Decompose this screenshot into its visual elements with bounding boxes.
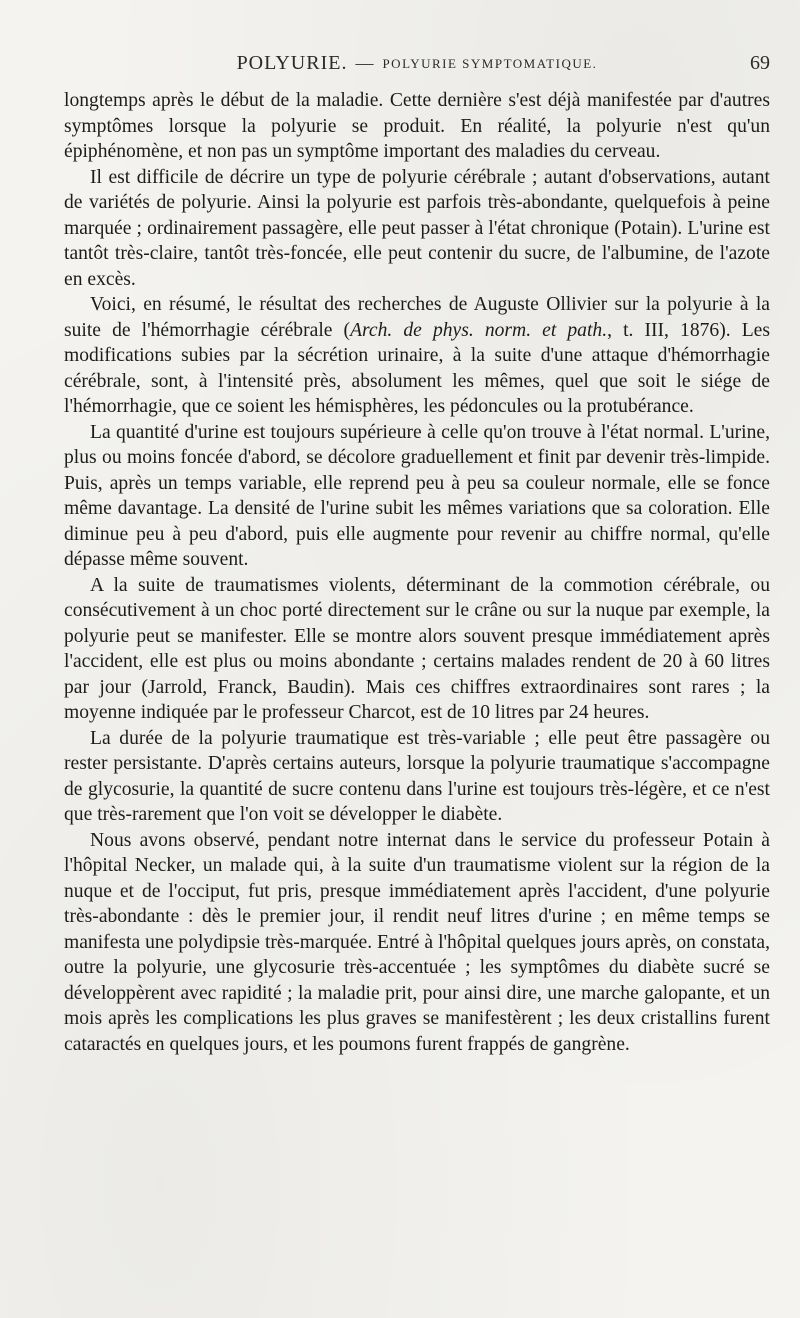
body-text [64,88,770,1057]
paragraph-1: longtemps après le début de la maladie. Cette dernière s'est déjà manifestée par d'autres symptômes lorsque la polyurie se produit. En réalité, la polyurie n'est qu'un épiphénomène, et non pas un symptôme important des maladies du cerveau. [64,90,770,162]
page-number: 69 [750,52,770,74]
title-separator: — [355,53,375,73]
section-title: POLYURIE SYMPTOMATIQUE. [382,56,598,71]
chapter-title: POLYURIE. [236,52,348,74]
paragraph-2: Il est difficile de décrire un type de polyurie cérébrale ; autant d'observations, autant de variétés de polyurie. Ainsi la polyurie est parfois très-abondante, quelquefois à peine marquée ; ordinairement passagère, elle peut passer à l'état chronique (Potain). L'urine est tantôt très-claire, tantôt très-foncée, elle peut contenir du sucre, de l'albumine, de l'azote en excès. [64,166,770,290]
paragraph-3-end: , t. III, 1876). Les modifications subies par la sécrétion urinaire, à la suite d'une attaque d'hémorrhagie cérébrale, sont, à l'intensité près, absolument les mêmes, quel que soit le siége de l'hémorrhagie, que ce soient les hémisphères, les pédoncules ou la protubérance. [64,319,770,417]
journal-citation: Arch. de phys. norm. et path. [350,319,608,341]
paragraph-5: A la suite de traumatismes violents, déterminant de la commotion cérébrale, ou consécutivement à un choc porté directement sur le crâne ou sur la nuque par exemple, la polyurie peut se manifester. Elle se montre alors souvent presque immédiatement après l'accident, elle est plus ou moins abondante ; certains malades rendent de 20 à 60 litres par jour (Jarrold, Franck, Baudin). Mais ces chiffres extraordinaires sont rares ; la moyenne indiquée par le professeur Charcot, est de 10 litres par 24 heures. [64,574,770,723]
paragraph-6: La durée de la polyurie traumatique est très-variable ; elle peut être passagère ou rester persistante. D'après certains auteurs, lorsque la polyurie traumatique s'accompagne de glycosurie, la quantité de sucre contenu dans l'urine est toujours très-légère, et ce n'est que très-rarement que l'on voit se développer le diabète. [64,727,770,825]
paragraph-4: La quantité d'urine est toujours supérieure à celle qu'on trouve à l'état normal. L'urine, plus ou moins foncée d'abord, se décolore graduellement et finit par devenir très-limpide. Puis, après un temps variable, elle reprend peu à peu sa couleur normale, elle se fonce même davantage. La densité de l'urine subit les mêmes variations que sa coloration. Elle diminue peu à peu d'abord, puis elle augmente pour revenir au chiffre normal, qu'elle dépasse même souvent. [64,421,770,570]
running-title [64,52,770,75]
running-header [64,52,770,88]
paragraph-3 [64,292,770,420]
paragraph-7: Nous avons observé, pendant notre internat dans le service du professeur Potain à l'hôpital Necker, un malade qui, à la suite d'un traumatisme violent sur la région de la nuque et de l'occiput, fut pris, presque immédiatement après l'accident, d'une polyurie très-abondante : dès le premier jour, il rendit neuf litres d'urine ; en même temps se manifesta une polydipsie très-marquée. Entré à l'hôpital quelques jours après, on constata, outre la polyurie, une glycosurie très-accentuée ; les symptômes du diabète sucré se développèrent avec rapidité ; la maladie prit, pour ainsi dire, une marche galopante, et un mois après les complications les plus graves se manifestèrent ; les deux cristallins furent cataractés en quelques jours, et les poumons furent frappés de gangrène. [64,829,770,1055]
paragraph-3-start: Voici, en résumé, le résultat des recherches de Auguste Ollivier sur la polyurie à la suite de l'hémorrhagie cérébrale ( [64,294,770,341]
